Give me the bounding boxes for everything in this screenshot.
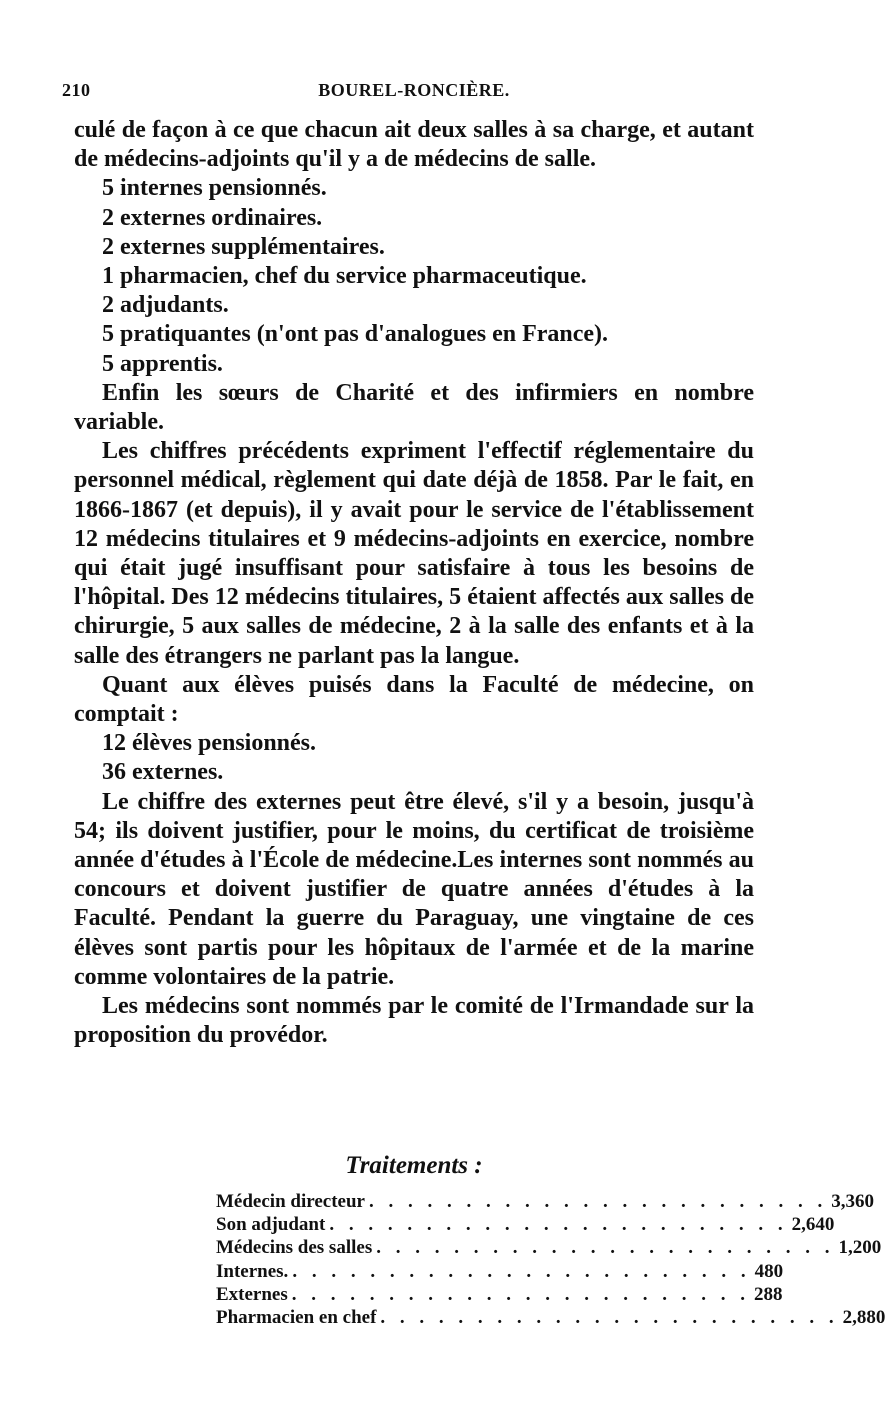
- list-item: 12 élèves pensionnés.: [102, 730, 317, 757]
- salary-label: Médecin directeur: [216, 1191, 365, 1212]
- running-title: BOUREL-RONCIÈRE.: [318, 80, 510, 100]
- list-item: 5 pratiquantes (n'ont pas d'analogues en France).: [102, 321, 609, 348]
- salary-value: 480: [754, 1260, 784, 1282]
- page-header: [62, 80, 754, 104]
- list-item: 5 apprentis.: [102, 350, 223, 377]
- paragraph: culé de façon à ce que chacun ait deux salles à sa charge, et autant de médecins-adjoints qu'il y a de médecins de salle.: [74, 117, 754, 173]
- salary-label: Internes.: [216, 1260, 289, 1282]
- paragraph: Enfin les sœurs de Charité et des infirmiers en nombre variable.: [74, 379, 754, 436]
- dot-leader: . . . . . . . . . . . . . . . . . . . . . . . .: [380, 1306, 839, 1328]
- traitements-heading: Traitements :: [345, 1152, 483, 1179]
- salary-row: [216, 1236, 882, 1259]
- salary-row: [216, 1190, 874, 1213]
- body-text: [74, 116, 754, 1051]
- paragraph: Les chiffres précédents expriment l'effectif réglementaire du personnel médical, règlement qui date déjà de 1858. Par le fait, en 1866-1867 (et depuis), il y avait pour le service de l'établissement 12 médecins titulaires et 9 médecins-adjoints en exercice, nombre qui était jugé insuffisant pour satisfaire à tous les besoins de l'hôpital. Des 12 médecins titulaires, 5 étaient affectés aux salles de chirurgie, 5 aux salles de médecine, 2 à la salle des enfants et à la salle des étrangers ne parlant pas la langue.: [74, 438, 754, 669]
- salary-row: [216, 1306, 885, 1329]
- salary-label: Externes: [216, 1283, 288, 1305]
- list-item: 2 externes supplémentaires.: [102, 233, 385, 260]
- salary-row: [216, 1283, 783, 1306]
- dot-leader: . . . . . . . . . . . . . . . . . . . . . . . .: [291, 1283, 751, 1305]
- page-number: 210: [62, 80, 91, 100]
- salary-table: [216, 1190, 885, 1329]
- salary-label: Pharmacien en chef: [216, 1306, 377, 1328]
- dot-leader: . . . . . . . . . . . . . . . . . . . . . . . .: [376, 1237, 835, 1259]
- paragraph: Les médecins sont nommés par le comité de l'Irmandade sur la proposition du provédor.: [74, 993, 754, 1049]
- list-item: 2 externes ordinaires.: [102, 204, 323, 231]
- list-item: 5 internes pensionnés.: [102, 175, 327, 202]
- salary-value: 1,200: [838, 1237, 882, 1259]
- paragraph: Quant aux élèves puisés dans la Faculté de médecine, on comptait :: [74, 671, 754, 728]
- salary-label: Médecins des salles: [216, 1237, 373, 1259]
- dot-leader: . . . . . . . . . . . . . . . . . . . . . . . .: [329, 1214, 788, 1236]
- paragraph: Le chiffre des externes peut être élevé, s'il y a besoin, jusqu'à 54; ils doivent justifier, pour le moins, du certificat de troisième année d'études à l'École de médecine.Les internes sont nommés au concours et doivent justifier de quatre années d'études à la Faculté. Pendant la guerre du Paraguay, une vingtaine de ces élèves sont partis pour les hôpitaux de l'armée et de la marine comme volontaires de la patrie.: [74, 788, 754, 990]
- dot-leader: . . . . . . . . . . . . . . . . . . . . . . . .: [292, 1260, 751, 1282]
- salary-value: 288: [754, 1283, 783, 1305]
- salary-value: 2,880: [842, 1306, 885, 1328]
- salary-label: Son adjudant: [216, 1214, 326, 1236]
- dot-leader: . . . . . . . . . . . . . . . . . . . . . . . .: [368, 1191, 828, 1212]
- list-item: 2 adjudants.: [102, 292, 229, 319]
- salary-value: 3,360: [831, 1191, 874, 1212]
- list-item: 1 pharmacien, chef du service pharmaceutique.: [102, 263, 587, 290]
- salary-value: 2,640: [791, 1214, 835, 1236]
- salary-row: [216, 1213, 835, 1236]
- salary-row: [216, 1260, 784, 1283]
- list-item: 36 externes.: [102, 759, 224, 786]
